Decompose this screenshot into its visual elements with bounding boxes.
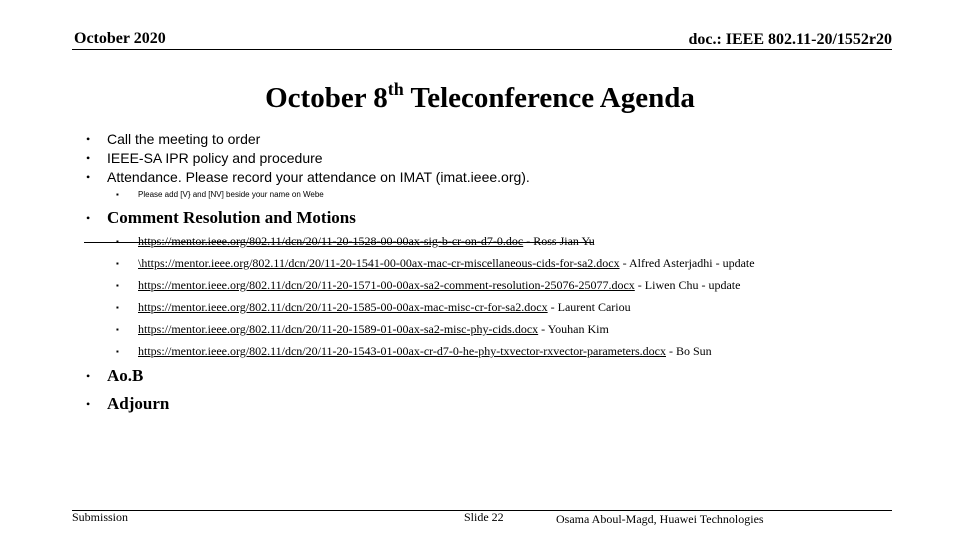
agenda-item-attendance: Attendance. Please record your attendance on IMAT (imat.ieee.org). bbox=[107, 169, 530, 185]
title-main: October 8 bbox=[265, 82, 388, 114]
header-date: October 2020 bbox=[74, 30, 166, 47]
agenda-item-call-to-order: Call the meeting to order bbox=[107, 131, 261, 147]
link-suffix: - Laurent Cariou bbox=[547, 300, 631, 314]
bullet-icon: • bbox=[86, 397, 91, 411]
link-suffix: - Alfred Asterjadhi - update bbox=[619, 256, 755, 270]
link-suffix: - Ross Jian Yu bbox=[523, 234, 595, 248]
header-rule bbox=[72, 49, 892, 50]
document-link[interactable]: https://mentor.ieee.org/802.11/dcn/20/11-20-1585-00-00ax-mac-misc-cr-for-sa2.docx bbox=[138, 300, 548, 314]
sub-bullet-icon: ▪ bbox=[116, 281, 119, 290]
document-link[interactable]: https://mentor.ieee.org/802.11/dcn/20/11-20-1589-01-00ax-sa2-misc-phy-cids.docx bbox=[138, 322, 539, 336]
link-row bbox=[138, 278, 740, 293]
title-rest: Teleconference Agenda bbox=[403, 82, 695, 114]
link-row bbox=[138, 256, 755, 271]
document-link[interactable]: https://mentor.ieee.org/802.11/dcn/20/11-20-1543-01-00ax-cr-d7-0-he-phy-txvector-rxvector-parameters.docx bbox=[138, 344, 666, 358]
page-title bbox=[0, 78, 960, 118]
link-row bbox=[138, 300, 631, 315]
bullet-icon: • bbox=[86, 211, 91, 225]
sub-bullet-icon: ▪ bbox=[116, 259, 119, 268]
bullet-icon: • bbox=[86, 132, 91, 146]
footer-submission: Submission bbox=[72, 510, 129, 524]
document-link[interactable]: \https://mentor.ieee.org/802.11/dcn/20/11-20-1541-00-00ax-mac-cr-miscellaneous-cids-for-sa2.docx bbox=[138, 256, 620, 270]
agenda-item-ipr-policy: IEEE-SA IPR policy and procedure bbox=[107, 150, 323, 166]
agenda-item-adjourn: Adjourn bbox=[107, 394, 170, 413]
link-suffix: - Youhan Kim bbox=[538, 322, 609, 336]
link-suffix: - Bo Sun bbox=[666, 344, 712, 358]
sub-bullet-icon: ▪ bbox=[116, 347, 119, 356]
link-row bbox=[138, 234, 595, 249]
link-suffix: - Liwen Chu - update bbox=[634, 278, 741, 292]
header-doc-id: doc.: IEEE 802.11-20/1552r20 bbox=[688, 31, 892, 48]
bullet-icon: • bbox=[86, 170, 91, 184]
document-link[interactable]: https://mentor.ieee.org/802.11/dcn/20/11-20-1571-00-00ax-sa2-comment-resolution-25076-25077.docx bbox=[138, 278, 635, 292]
sub-bullet-icon: ▪ bbox=[116, 325, 119, 334]
agenda-item-aob: Ao.B bbox=[107, 366, 144, 385]
bullet-icon: • bbox=[86, 369, 91, 383]
sub-bullet-icon: ▪ bbox=[116, 190, 119, 199]
agenda-item-comment-resolution: Comment Resolution and Motions bbox=[107, 208, 356, 227]
sub-bullet-icon: ▪ bbox=[116, 237, 119, 246]
document-link[interactable]: https://mentor.ieee.org/802.11/dcn/20/11-20-1528-00-00ax-sig-b-cr-on-d7-0.doc bbox=[138, 234, 524, 248]
footer-author: Osama Aboul-Magd, Huawei Technologies bbox=[556, 512, 764, 526]
link-row bbox=[138, 322, 609, 337]
link-row bbox=[138, 344, 712, 359]
bullet-icon: • bbox=[86, 151, 91, 165]
agenda-subitem-attendance-note: Please add [V} and [NV] beside your name on Webe bbox=[138, 190, 324, 199]
footer-slide-number: Slide 22 bbox=[464, 510, 504, 524]
title-superscript: th bbox=[387, 79, 404, 99]
sub-bullet-icon: ▪ bbox=[116, 303, 119, 312]
